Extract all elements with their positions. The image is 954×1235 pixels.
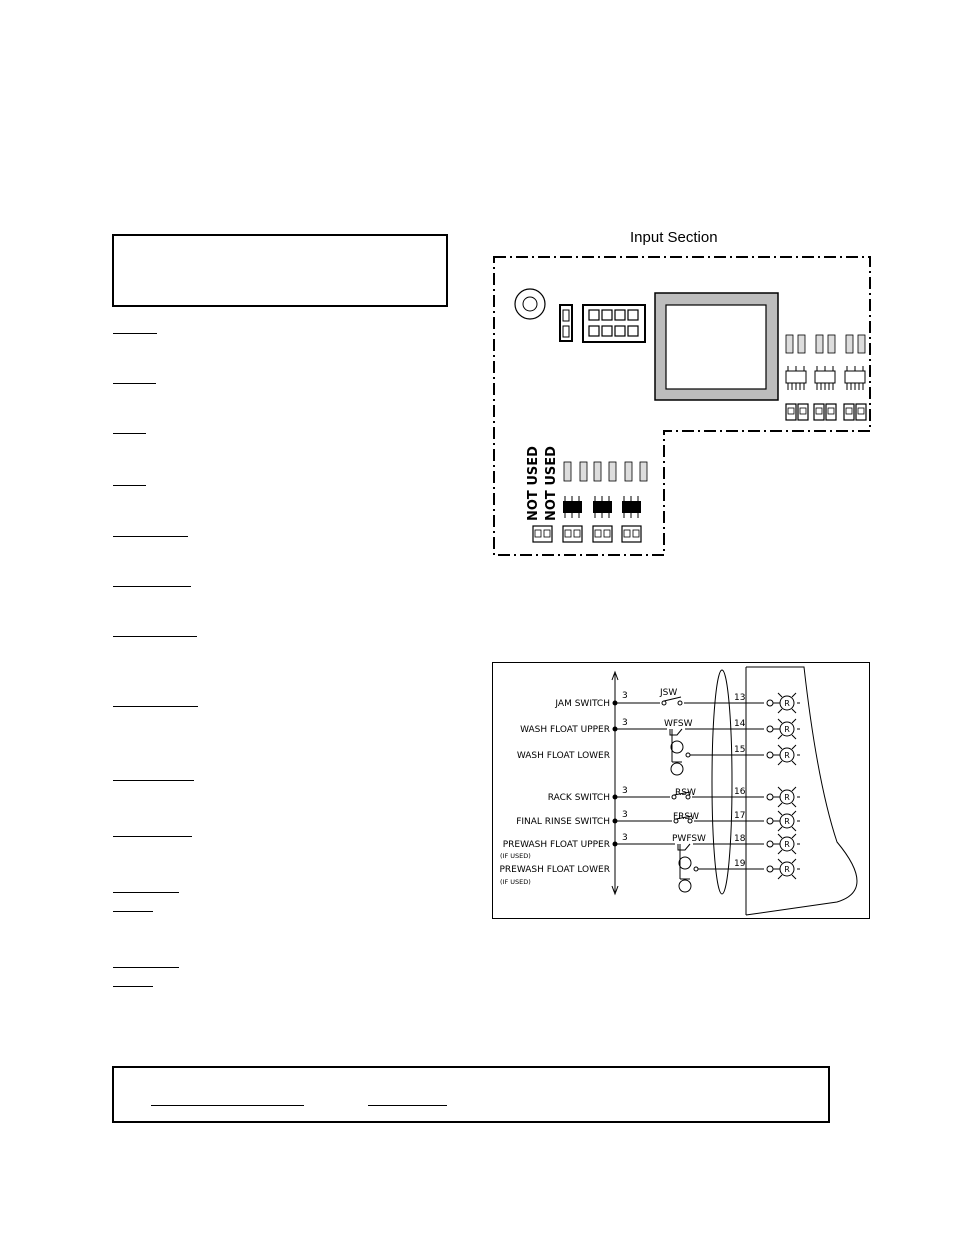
relay-label: R [784,817,790,826]
not-used-label: NOT USED [544,446,559,521]
relay-label: R [784,699,790,708]
not-used-label: NOT USED [526,446,541,521]
switch-name: RSW [675,788,696,798]
input-label: FINAL RINSE SWITCH [516,817,610,827]
input-section-title: Input Section [630,229,718,246]
relay-label: R [784,725,790,734]
input-label: WASH FLOAT UPPER [520,725,610,735]
input-label: PREWASH FLOAT LOWER [499,865,610,875]
wire-number: 3 [622,810,628,820]
info-box-bottom [112,1066,830,1123]
input-sublabel: (IF USED) [500,878,531,886]
terminal-number: 15 [734,745,746,755]
wire-number: 3 [622,691,628,701]
bottom-heading-line [368,1105,447,1106]
info-box-top [112,234,448,307]
terminal-number: 14 [734,719,746,729]
input-label: JAM SWITCH [555,699,610,709]
relay-label: R [784,751,790,760]
terminal-number: 19 [734,859,746,869]
relay-label: R [784,793,790,802]
terminal-number: 17 [734,811,746,821]
input-sublabel: (IF USED) [500,852,531,860]
relay-label: R [784,840,790,849]
terminal-number: 16 [734,787,746,797]
terminal-number: 13 [734,693,746,703]
input-label: RACK SWITCH [547,793,610,803]
wire-number: 3 [622,718,628,728]
wire-number: 3 [622,833,628,843]
switch-name: JSW [660,688,678,698]
input-section-board [490,253,874,559]
input-label: WASH FLOAT LOWER [516,751,610,761]
input-schematic [492,662,870,919]
input-label: PREWASH FLOAT UPPER [502,840,610,850]
switch-name: FRSW [673,812,700,822]
terminal-number: 18 [734,834,746,844]
bottom-heading-line [151,1105,304,1106]
wire-number: 3 [622,786,628,796]
switch-name: PWFSW [672,834,706,844]
switch-name: WFSW [664,719,693,729]
relay-label: R [784,865,790,874]
